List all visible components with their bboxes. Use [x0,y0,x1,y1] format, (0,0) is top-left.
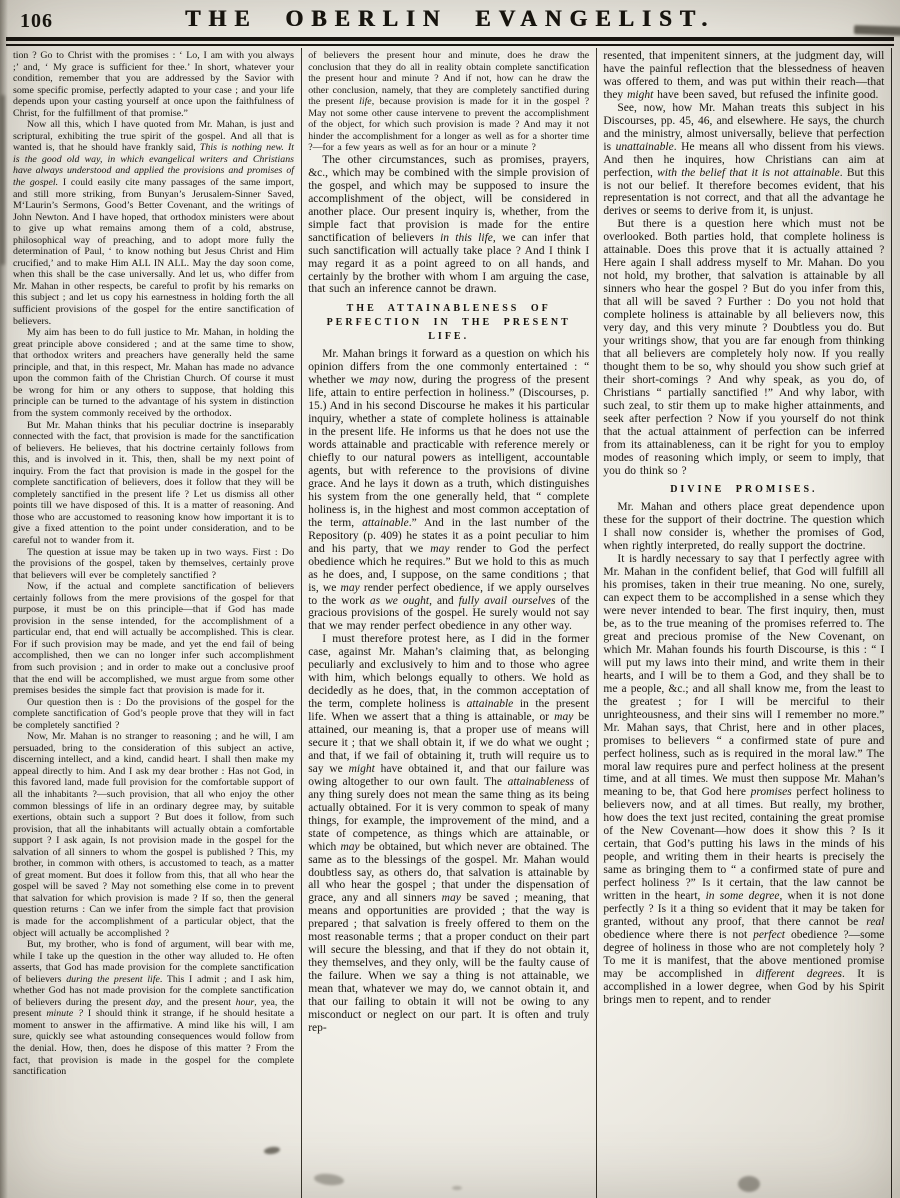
right-edge-rule [891,48,892,1198]
section-heading: THE ATTAINABLENESS OF PERFECTION IN THE PRESENT LIFE. [326,303,571,343]
paragraph: of believers the present hour and minute, does he draw the conclusion that they do all in reality obtain complete sanctification the present hour and minute ? And if not, how can he draw the other conclusion, namely, that they are completely sanctified during the present life, because provision is made for it in the gospel ? May not some other cause intervene to prevent the accomplishment of the object, for which such provision is made ? And may it not hinder the accomplishment for a longer as well as for a shorter time ?—for a few years as well as for an hour or a minute ? [308,50,590,154]
paragraph: The question at issue may be taken up in two ways. First : Do the provisions of the gospel, taken by themselves, certainly prove that believers will ever be completely sanctified ? [13,546,294,581]
paragraph: Mr. Mahan brings it forward as a question on which his opinion differs from the one commonly entertained : “ whether we may now, during the progress of the present life, attain to entire perfection in holiness.” (Discourses, p. 15.) And in his second Discourse he makes it his particular inquiry, whether a state of complete holiness is attainable in the present life. He informs us that he does not use the words attainable and practicable with reference merely or chiefly to our natural powers as intelligent, accountable agents, but with reference to the provisions of divine grace. And he lays it down as a truth, which distinguishes his system from the one generally held, that “ complete holiness is, in the highest and most common acceptation of the term, attainable.” And in the last number of the Repository (p. 409) he states it as a point peculiar to him and his party, that we may render to God the perfect obedience which he requires.” But we hold to this as much as he does, and, I suppose, on the same conditions ; that is, we may render perfect obedience, if we apply ourselves to the work as we ought, and fully avail ourselves of the gracious provisions of the gospel. He surely would not say that we may render perfect obedience in any other way. [308,348,590,633]
scan-edge-streak [0,95,5,265]
paragraph: Now all this, which I have quoted from Mr. Mahan, is just and scriptural, exhibiting the true spirit of the gospel. And all that is wanted is, that he should have frankly said, This is nothing new. It is the good old way, in which evangelical writers and Christians have always understood and applied the provisions and promises of the gospel. I could easily cite many passages of the same import, and still more striking, from Bunyan’s Jerusalem-Sinner Saved, M‘Laurin’s Sermons, Good’s Better Covenant, and the writings of John Newton. And I have hoped, that orthodox ministers were about to give up what remains among them of a cold, abstruse, philosophical way of preaching, and to adopt more fully the determination of Paul, ‘ to know nothing but Jesus Christ and Him crucified,’ and to make Him ALL IN ALL. May the day soon come, when this shall be the case universally. And let us, who differ from Mr. Mahan in other respects, be careful to profit by his remarks on this subject ; and let us copy his earnestness in holding forth the all sufficient provisions of the gospel for the entire sanctification of believers. [13,119,294,327]
paragraph: resented, that impenitent sinners, at the judgment day, will have the painful reflection that the blessedness of heaven was offered to them, and was put within their reach—that they might have been saved, but refused the infinite good. [603,50,885,101]
paragraph: The other circumstances, such as promises, prayers, &c., which may be combined with the simple provision of the gospel, and which may be supposed to insure the accomplishment of the object, will be considered in another place. Our present inquiry is, whether, from the simple fact that provision is made for the entire sanctification of believers in this life, we can infer that such sanctification will actually take place ? And I think I may regard it as a point agreed to on all hands, and certainly by the brother with whom I am arguing the case, that such an inference cannot be drawn. [308,153,590,296]
column-2 [303,48,594,1198]
paragraph: Now, Mr. Mahan is no stranger to reasoning ; and he will, I am persuaded, bring to the consideration of this subject an active, discerning intellect, and a kind, candid heart. I shall then make my appeal directly to him. And I ask my dear brother : Has not God, in this favored land, made full provision for the comfortable support of all the inhabitants ?—such provision, that all who enjoy the other common blessings of life in an ordinary degree may, by suitable exertions, obtain such a support ? But does it follow, from such provision, that all the inhabitants will actually obtain a comfortable support ? I ask again, Is not provision made in the gospel for the salvation of all sinners to whom the gospel is published ? This, my brother, in common with others, is accustomed to teach, as a matter of great moment. But does it follow from this, that all who hear the gospel will be saved ? May not something else come in to prevent that salvation for which provision is made ? If so, then the general question returns : Can we infer from the simple fact that provision is made for the accomplishment of a particular object, that the object will actually be accomplished ? [13,731,294,939]
paragraph: See, now, how Mr. Mahan treats this subject in his Discourses, pp. 45, 46, and elsewhere. He says, the church and the ministry, almost universally, believe that perfection is unattainable. He means all who dissent from his views. And then he inquires, how Christians can aim at perfection, with the belief that it is not attainable. But this is not our belief. It therefore becomes evident, that his representation is not correct, and that all the advantage he derives or seems to derive from it, is unjust. [603,101,885,218]
paragraph: My aim has been to do full justice to Mr. Mahan, in holding the great principle above considered ; and at the same time to show, that orthodox writers and preachers have generally held the same principle, and that, in this respect, Mr. Mahan has made no advance upon the common faith of the Christian Church. Of course it must be wrong for him or any others to suppose, that holding this principle can be turned to the advantage of his system in distinction from the system commonly received by the orthodox. [13,327,294,419]
scan-corner-mark [854,25,900,36]
column-divider [596,48,597,1198]
column-1 [8,48,299,1198]
paragraph: Now, if the actual and complete sanctification of believers certainly follows from the mere provisions of the gospel for that purpose, it must be on this principle—that if God has made provision in the sense intended, for the accomplishment of a particular end, that end will actually be accomplished. This is clear. For if such provision may be made, and yet the end fail of being accomplished, then we can no longer infer such accomplishment from such provision ; and in order to make out a conclusive proof that the end will be accomplished, we must argue from some other premises besides the simple fact that provision is made for it. [13,581,294,697]
paragraph: But Mr. Mahan thinks that his peculiar doctrine is inseparably connected with the fact, that provision is made for the sanctification of believers. He believes, that his doctrine certainly follows from this, and is involved in it. This, then, shall be my next point of inquiry. From the fact that provision is made in the gospel for the complete sanctification of believers, does it follow that they will be completely sanctified in the present life ? Let us dismiss all other points till we have disposed of this. It is a matter of reasoning. And those who are accustomed to reasoning know how important it is to give a fixed attention to the point under consideration, and to be careful not to wander from it. [13,419,294,546]
column-3 [598,48,889,1198]
paragraph: I must therefore protest here, as I did in the former case, against Mr. Mahan’s claiming that, as belonging peculiarly and exclusively to him and to those who agree with him, which belongs equally to others. We hold as decidedly as he does, that, in the common acceptation of the term, complete holiness is attainable in the present life. When we assert that a thing is attainable, or may be attained, our meaning is, that a proper use of means will secure it ; that we shall obtain it, if we do what we ought ; and that, if we fail of obtaining it, truth will require us to say we might have obtained it, and that our failure was owing altogether to our own fault. The attainableness of any thing surely does not mean the same thing as its being actually obtained. For it is very common to speak of many things, for example, the improvement of the mind, and a state of competence, as things which are attainable, or which may be obtained, but which never are obtained. The same as to the blessings of the gospel. Mr. Mahan would doubtless say, as others do, that salvation is attainable by all who hear the gospel ; that under the dispensation of grace, any and all sinners may be saved ; meaning, that means and opportunities are provided ; that the way is prepared ; that salvation is freely offered to them on the most reasonable terms ; that a proper conduct on their part will secure the blessing, and that if they do not obtain it, they themselves, and they only, will be the faulty cause of the failure. When we say a thing is not attainable, we mean that, whatever we may do, we cannot obtain it, and that our failing to obtain it will not be owing to any misconduct or neglect on our part. It is often and truly rep- [308,633,590,1034]
paragraph: tion ? Go to Christ with the promises : ‘ Lo, I am with you always ;’ and, ‘ My grace is sufficient for thee.’ In short, whatever your condition, remember that you are addressed by the Savior with some specific promise, perfectly adapted to your case ; and your life depends upon your casting yourself at once upon the faithfulness of Christ, for the fulfillment of that promise.” [13,50,294,119]
ink-smudge [738,1176,760,1192]
ink-smudge [452,1186,462,1190]
section-heading: DIVINE PROMISES. [670,484,818,496]
article-columns [8,48,892,1198]
header-rule [6,37,894,46]
page-number: 106 [20,10,53,32]
paragraph: But, my brother, who is fond of argument, will bear with me, while I take up the question in the other way alluded to. He often asserts, that God has made provision for the complete sanctification of believers during the present life. This I admit ; and I ask him, whether God has not made provision for the complete sanctification of believers during the present day, and the present hour, yea, the present minute ? I should think it strange, if he should hesitate a moment to answer in the affirmative. A mind like his will, I am sure, quickly see what astounding consequences would follow from the denial. How, then, does he dispose of this matter ? From the fact, that provision is made in the gospel for the complete sanctification [13,939,295,1078]
masthead-title: THE OBERLIN EVANGELIST. [184,6,716,31]
paragraph: It is hardly necessary to say that I perfectly agree with Mr. Mahan in the confident belief, that God will fulfill all his promises, taken in their true meaning. No one, surely, can expect them to be accomplished in a sense which they were never intended to bear. The first inquiry, then, must be, as to the true meaning of the promises referred to. The great and precious promise of the New Covenant, on which Mr. Mahan founds his fourth Discourse, is this : “ I will put my laws into their mind, and write them in their hearts, and I will be to them a God, and they shall be to me a people, &c.; and all shall know me, from the least to the greatest ; for I will be merciful to their unrighteousness, and their sins will I remember no more.” Mr. Mahan says, that Christ, here and in other places, promises to believers “ a confirmed state of pure and perfect holiness, such as is required in the moral law.” The moral law requires pure and perfect holiness at the present time, and at all times. We must then suppose Mr. Mahan’s meaning to be, that God here promises perfect holiness to believers now, and at all times. But really, my brother, how does the text just recited, containing the great promise of the New Covenant—how does it show this ? Is it certain, that God’s putting his laws in the minds of his people, and writing them in their hearts is precisely the same as bringing them to “ a confirmed state of pure and perfect holiness ?” Is it certain, that the law cannot be written in the heart, in some degree, when it is not done perfectly ? Is it a thing so evident that it may be taken for granted, without any proof, that there cannot be real obedience where there is not perfect obedience ?—some degree of holiness in those who are not completely holy ? To me it is manifest, that the above mentioned promise may be accomplished in different degrees. It is accomplished in a lower degree, when God by his Spirit brings men to repent, and to render [603,553,885,1006]
paragraph: Our question then is : Do the provisions of the gospel for the complete sanctification of God’s people prove that they will in fact be completely sanctified ? [13,696,294,731]
paragraph: But there is a question here which must not be overlooked. Both parties hold, that complete holiness is attainable. Does this prove that it is actually attained ? Here again I shall address myself to Mr. Mahan. Do you not hold, my brother, that salvation is attainable by all sinners who hear the gospel ? But do you infer from this, that all will be saved ? Further : Do you not hold that complete holiness is attainable by all believers now, this very day, and this very minute ? Doubtless you do. But your writings show, that you are far enough from thinking that all believers are completely holy now. If you really thought them to be so, why should you show such grief at their short-comings ? And why speak, as you do, of Christians “ partially sanctified !” And why labor, with such zeal, to stir them up to make higher attainments, and seek after perfection ? Now if you yourself do not think that the actual attainment of perfection can be inferred from its attainableness, can it be right for you to employ modes of reasoning which imply, or seem to imply, that you do think so ? [603,218,885,477]
paragraph: Mr. Mahan and others place great dependence upon these for the support of their doctrine. The question which I shall now consider is, whether the promises of God, when rightly interpreted, do really support the doctrine. [603,501,885,553]
page-header [0,0,900,46]
column-divider [301,48,302,1198]
